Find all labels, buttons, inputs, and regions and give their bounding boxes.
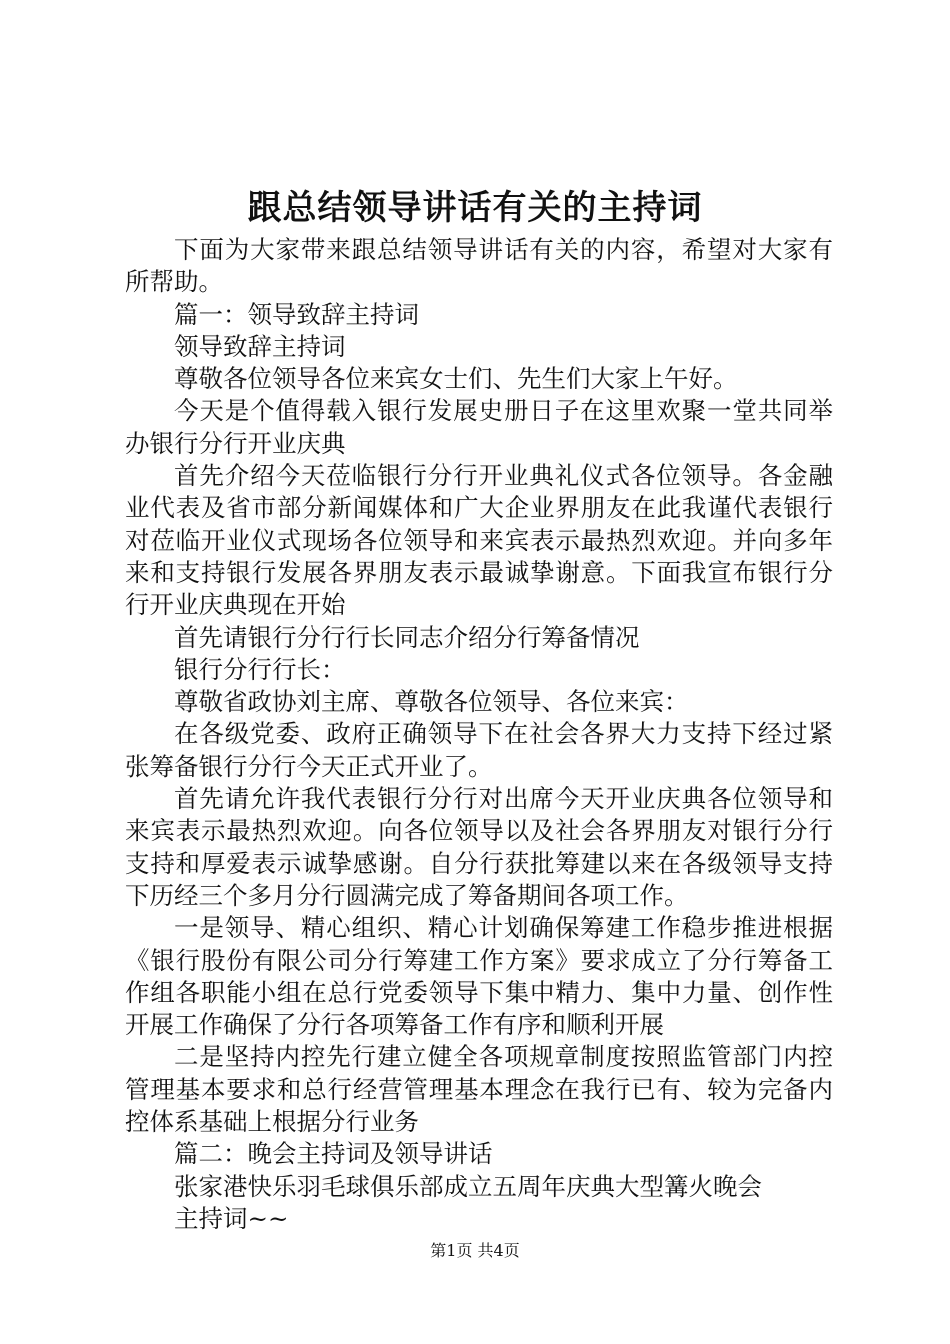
- paragraph-section-one-heading: 篇一：领导致辞主持词: [174, 299, 419, 329]
- paragraph-section-two-heading: 篇二：晚会主持词及领导讲话: [174, 1139, 493, 1169]
- page-number: 第1页 共4页: [430, 1241, 520, 1260]
- paragraph-point-one: 一是领导、精心组织、精心计划确保筹建工作稳步推进根据《银行股份有限公司分行筹建工作方案》要求成立了分行筹备工作组各职能小组在总行党委领导下集中精力、集中力量、创作性开展工作确保了分行各项筹备工作有序和顺利开展: [125, 913, 833, 1040]
- paragraph-intro: 下面为大家带来跟总结领导讲话有关的内容，希望对大家有所帮助。: [125, 235, 833, 297]
- paragraph-host-words: 主持词~~: [174, 1203, 289, 1233]
- paragraph-opening: 在各级党委、政府正确领导下在社会各界大力支持下经过紧张筹备银行分行今天正式开业了。: [125, 719, 833, 781]
- paragraph-president-greeting: 尊敬省政协刘主席、尊敬各位领导、各位来宾：: [174, 687, 689, 717]
- paragraph-introduce-leaders: 首先介绍今天莅临银行分行开业典礼仪式各位领导。各金融业代表及省市部分新闻媒体和广大企业界朋友在此我谨代表银行对莅临开业仪式现场各位领导和来宾表示最热烈欢迎。并向多年来和支持银行发展各界朋友表示最诚挚谢意。下面我宣布银行分行开业庆典现在开始: [125, 461, 833, 620]
- paragraph-subheading: 领导致辞主持词: [174, 331, 346, 361]
- paragraph-president-label: 银行分行行长：: [174, 654, 346, 684]
- document-body: [125, 234, 833, 1235]
- paragraph-welcome: 首先请允许我代表银行分行对出席今天开业庆典各位领导和来宾表示最热烈欢迎。向各位领导以及社会各界朋友对银行分行支持和厚爱表示诚挚感谢。自分行获批筹建以来在各级领导支持下历经三个多月分行圆满完成了筹备期间各项工作。: [125, 784, 833, 910]
- paragraph-point-two: 二是坚持内控先行建立健全各项规章制度按照监管部门内控管理基本要求和总行经营管理基本理念在我行已有、较为完备内控体系基础上根据分行业务: [125, 1042, 833, 1137]
- paragraph-event-name: 张家港快乐羽毛球俱乐部成立五周年庆典大型篝火晚会: [174, 1171, 762, 1201]
- page-title: 跟总结领导讲话有关的主持词: [247, 188, 703, 228]
- paragraph-today: 今天是个值得载入银行发展史册日子在这里欢聚一堂共同举办银行分行开业庆典: [125, 396, 833, 458]
- paragraph-greeting: 尊敬各位领导各位来宾女士们、先生们大家上午好。: [174, 364, 738, 394]
- paragraph-invite-president: 首先请银行分行行长同志介绍分行筹备情况: [174, 622, 640, 652]
